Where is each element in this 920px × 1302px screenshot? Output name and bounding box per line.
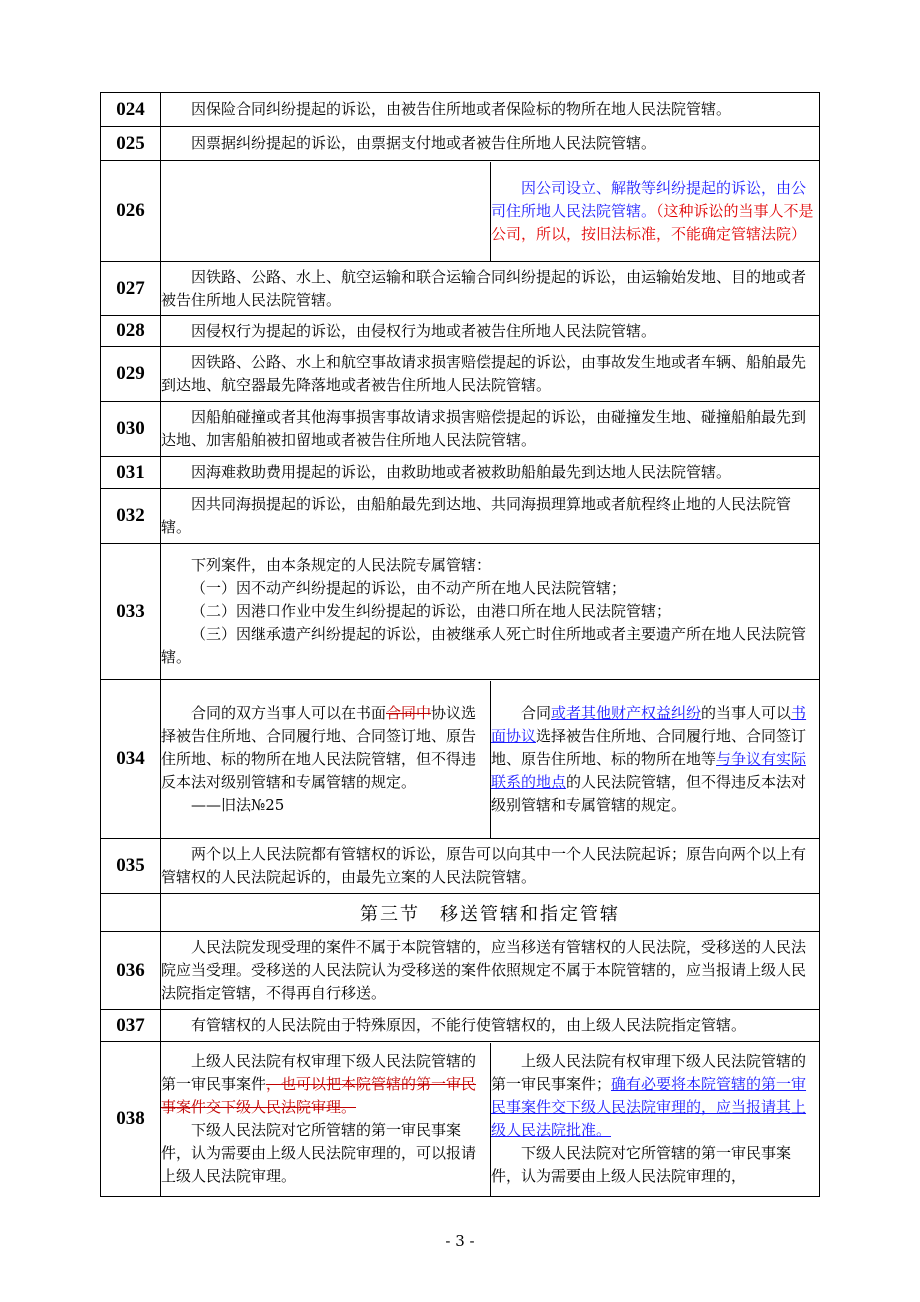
- new-text: 的当事人可以: [701, 703, 792, 722]
- table-row: [101, 489, 820, 544]
- comparison-table: [100, 92, 820, 1197]
- table-row: [101, 1010, 820, 1042]
- page-number: - 3 -: [445, 1232, 475, 1250]
- article-number: 030: [101, 402, 161, 457]
- article-number: 036: [101, 932, 161, 1010]
- old-text: 合同的双方当事人可以在书面: [191, 703, 387, 722]
- new-text: 合同: [521, 703, 552, 722]
- table-row: [101, 161, 820, 262]
- table-row: [101, 262, 820, 316]
- section-heading: 第三节 移送管辖和指定管辖: [161, 894, 820, 932]
- article-compare: [161, 1042, 820, 1197]
- article-number: 031: [101, 457, 161, 489]
- article-number: 037: [101, 1010, 161, 1042]
- old-text: 协议选择被告住所地、合同履行地、合同签订地、原告住所地、标的物所在地人民法院管辖，但不得违反本法对级别管辖和专属管辖的规定。: [161, 703, 477, 791]
- new-text: 选择被告住所地、合同履行地、合同签订地、原告住所地、标的物所在地等: [491, 726, 807, 768]
- article-text: 因票据纠纷提起的诉讼，由票据支付地或者被告住所地人民法院管辖。: [161, 127, 820, 161]
- new-text: 下级人民法院对它所管辖的第一审民事案件，认为需要由上级人民法院审理的，: [491, 1144, 792, 1185]
- article-number: 026: [101, 161, 161, 262]
- table-row: [101, 544, 820, 680]
- old-law-cell: [161, 162, 491, 261]
- table-row: [101, 457, 820, 489]
- old-text: 下级人民法院对它所管辖的第一审民事案件，认为需要由上级人民法院审理的，可以报请上级人民法院审理。: [161, 1121, 477, 1185]
- article-number: 033: [101, 544, 161, 680]
- inserted-text: 书面协议: [491, 703, 807, 745]
- table-row: [101, 1042, 820, 1197]
- table-row: [101, 680, 820, 839]
- table-row: [101, 932, 820, 1010]
- deleted-text: ，也可以把本院管辖的第一审民事案件交下级人民法院审理。: [161, 1075, 477, 1116]
- editor-note: （这种诉讼的当事人不是公司，所以，按旧法标准，不能确定管辖法院）: [491, 201, 814, 243]
- new-law-cell: [491, 1043, 820, 1196]
- article-number: 025: [101, 127, 161, 161]
- article-compare: [161, 680, 820, 839]
- inserted-text: 确有必要将本院管辖的第一审民事案件交下级人民法院审理的，应当报请其上级人民法院批准。: [491, 1075, 807, 1139]
- article-text: [161, 544, 820, 680]
- article-number: 024: [101, 93, 161, 127]
- article-number: 029: [101, 347, 161, 402]
- article-compare: [161, 161, 820, 262]
- table-row: [101, 839, 820, 894]
- deleted-text: 合同中: [386, 703, 432, 722]
- article-number: 027: [101, 262, 161, 316]
- article-number: 028: [101, 316, 161, 347]
- article-text: 因保险合同纠纷提起的诉讼，由被告住所地或者保险标的物所在地人民法院管辖。: [161, 93, 820, 127]
- article-text: 因共同海损提起的诉讼，由船舶最先到达地、共同海损理算地或者航程终止地的人民法院管辖。: [161, 489, 820, 544]
- old-law-cell: [161, 681, 491, 838]
- article-number: 034: [101, 680, 161, 839]
- new-law-cell: [491, 162, 820, 261]
- list-item: （一）因不动产纠纷提起的诉讼，由不动产所在地人民法院管辖；: [191, 579, 627, 597]
- article-text: 因海难救助费用提起的诉讼，由救助地或者被救助船舶最先到达地人民法院管辖。: [161, 457, 820, 489]
- article-number: 035: [101, 839, 161, 894]
- list-intro: 下列案件，由本条规定的人民法院专属管辖：: [191, 556, 492, 574]
- article-text: 因船舶碰撞或者其他海事损害事故请求损害赔偿提起的诉讼，由碰撞发生地、碰撞船舶最先到达地、加害船舶被扣留地或者被告住所地人民法院管辖。: [161, 402, 820, 457]
- list-item: （二）因港口作业中发生纠纷提起的诉讼，由港口所在地人民法院管辖；: [191, 602, 672, 620]
- section-row: [101, 894, 820, 932]
- new-law-cell: [491, 681, 820, 838]
- source-note: ——旧法№25: [191, 795, 285, 814]
- table-row: [101, 347, 820, 402]
- table-row: [101, 93, 820, 127]
- new-text: 上级人民法院有权审理下级人民法院管辖的第一审民事案件；: [491, 1052, 807, 1093]
- new-text: 的人民法院管辖，但不得违反本法对级别管辖和专属管辖的规定。: [491, 772, 807, 814]
- article-number: 038: [101, 1042, 161, 1197]
- list-item: （三）因继承遗产纠纷提起的诉讼，由被继承人死亡时住所地或者主要遗产所在地人民法院管辖。: [161, 625, 807, 666]
- table-row: [101, 127, 820, 161]
- compare-table: [161, 162, 819, 261]
- new-law-text: 因公司设立、解散等纠纷提起的诉讼，由公司住所地人民法院管辖。: [491, 178, 807, 220]
- table-row: [101, 316, 820, 347]
- old-law-cell: [161, 1043, 491, 1196]
- article-text: 人民法院发现受理的案件不属于本院管辖的，应当移送有管辖权的人民法院，受移送的人民法院应当受理。受移送的人民法院认为受移送的案件依照规定不属于本院管辖的，应当报请上级人民法院指定管辖，不得再自行移送。: [161, 932, 820, 1010]
- article-text: 因侵权行为提起的诉讼，由侵权行为地或者被告住所地人民法院管辖。: [161, 316, 820, 347]
- table-row: [101, 402, 820, 457]
- compare-table: [161, 681, 819, 838]
- article-number: 032: [101, 489, 161, 544]
- empty-cell: [101, 894, 161, 932]
- old-text: 上级人民法院有权审理下级人民法院管辖的第一审民事案件: [161, 1052, 477, 1093]
- article-text: 因铁路、公路、水上和航空事故请求损害赔偿提起的诉讼，由事故发生地或者车辆、船舶最先到达地、航空器最先降落地或者被告住所地人民法院管辖。: [161, 347, 820, 402]
- inserted-text: 与争议有实际联系的地点: [491, 749, 807, 791]
- article-text: 两个以上人民法院都有管辖权的诉讼，原告可以向其中一个人民法院起诉；原告向两个以上有管辖权的人民法院起诉的，由最先立案的人民法院管辖。: [161, 839, 820, 894]
- article-text: 有管辖权的人民法院由于特殊原因，不能行使管辖权的，由上级人民法院指定管辖。: [161, 1010, 820, 1042]
- article-text: 因铁路、公路、水上、航空运输和联合运输合同纠纷提起的诉讼，由运输始发地、目的地或者被告住所地人民法院管辖。: [161, 262, 820, 316]
- compare-table: [161, 1043, 819, 1196]
- inserted-text: 或者其他财产权益纠纷: [551, 703, 702, 722]
